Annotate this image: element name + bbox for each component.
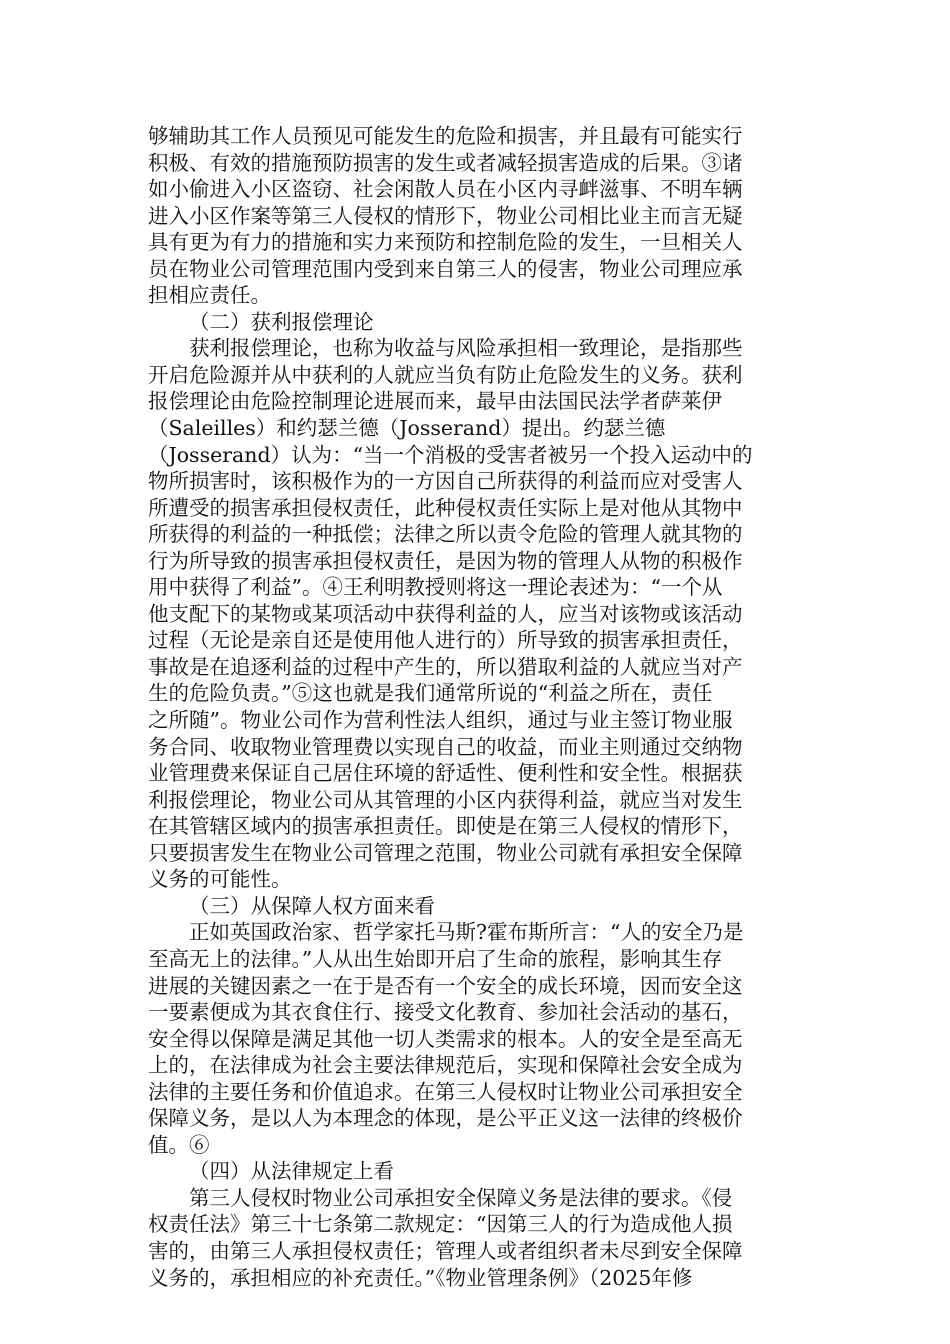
- paragraph-line: 积极、有效的措施预防损害的发生或者减轻损害造成的后果。③诸: [148, 150, 743, 175]
- paragraph-line: 他支配下的某物或某项活动中获得利益的人，应当对该物或该活动: [148, 601, 743, 626]
- paragraph-line: 之所随”。物业公司作为营利性法人组织，通过与业主签订物业服: [148, 708, 733, 733]
- paragraph-line: 过程（无论是亲自还是使用他人进行的）所导致的损害承担责任，: [148, 628, 743, 653]
- paragraph-line: 权责任法》第三十七条第二款规定：“因第三人的行为造成他人损: [148, 1212, 733, 1237]
- paragraph-line: 开启危险源并从中获利的人就应当负有防止危险发生的义务。获利: [148, 362, 743, 387]
- paragraph-line: 物所损害时，该积极作为的一方因自己所获得的利益而应对受害人: [148, 469, 743, 494]
- paragraph-line: 在其管辖区域内的损害承担责任。即使是在第三人侵权的情形下，: [148, 814, 743, 839]
- paragraph-line: 用中获得了利益”。④王利明教授则将这一理论表述为：“一个从: [148, 575, 723, 600]
- paragraph-line: 上的，在法律成为社会主要法律规范后，实现和保障社会安全成为: [148, 1053, 743, 1078]
- paragraph-line: 务合同、收取物业管理费以实现自己的收益，而业主则通过交纳物: [148, 734, 743, 759]
- paragraph-line: 值。⑥: [148, 1132, 210, 1157]
- paragraph-line: 报偿理论由危险控制理论进展而来，最早由法国民法学者萨莱伊: [148, 389, 722, 414]
- paragraph-line: 进入小区作案等第三人侵权的情形下，物业公司相比业主而言无疑: [148, 203, 743, 228]
- section-subheading: （三）从保障人权方面来看: [189, 893, 435, 918]
- paragraph-line: 进展的关键因素之一在于是否有一个安全的成长环境，因而安全这: [148, 973, 743, 998]
- paragraph-line: 一要素便成为其衣食住行、接受文化教育、参加社会活动的基石，: [148, 1000, 743, 1025]
- section-subheading: （四）从法律规定上看: [189, 1159, 394, 1184]
- paragraph-first-line: 获利报偿理论，也称为收益与风险承担相一致理论，是指那些: [189, 336, 743, 361]
- paragraph-line: （Saleilles）和约瑟兰德（Josserand）提出。约瑟兰德: [148, 416, 666, 441]
- paragraph-line: 事故是在追逐利益的过程中产生的，所以猎取利益的人就应当对产: [148, 654, 743, 679]
- paragraph-line: 利报偿理论，物业公司从其管理的小区内获得利益，就应当对发生: [148, 787, 743, 812]
- paragraph-line: 所遭受的损害承担侵权责任，此种侵权责任实际上是对他从其物中: [148, 495, 743, 520]
- paragraph-first-line: 第三人侵权时物业公司承担安全保障义务是法律的要求。《侵: [189, 1185, 733, 1210]
- paragraph-line: 够辅助其工作人员预见可能发生的危险和损害，并且最有可能实行: [148, 124, 743, 148]
- document-body: [148, 123, 808, 1291]
- paragraph-line: 义务的，承担相应的补充责任。”《物业管理条例》（2025年修: [148, 1265, 693, 1290]
- paragraph-line: 只要损害发生在物业公司管理之范围，物业公司就有承担安全保障: [148, 840, 743, 865]
- paragraph-line: 所获得的利益的一种抵偿；法律之所以责令危险的管理人就其物的: [148, 522, 743, 547]
- paragraph-line: 至高无上的法律。”人从出生始即开启了生命的旅程，影响其生存: [148, 946, 723, 971]
- paragraph-line: 安全得以保障是满足其他一切人类需求的根本。人的安全是至高无: [148, 1026, 743, 1051]
- paragraph-line: 生的危险负责。”⑤这也就是我们通常所说的“利益之所在，责任: [148, 681, 713, 706]
- paragraph-first-line: 正如英国政治家、哲学家托马斯?霍布斯所言：“人的安全乃是: [189, 920, 744, 945]
- paragraph-line: （Josserand）认为：“当一个消极的受害者被另一个投入运动中的: [148, 442, 753, 467]
- section-subheading: （二）获利报偿理论: [189, 309, 374, 334]
- paragraph-line: 具有更为有力的措施和实力来预防和控制危险的发生，一旦相关人: [148, 230, 743, 255]
- paragraph-line: 行为所导致的损害承担侵权责任，是因为物的管理人从物的积极作: [148, 548, 743, 573]
- paragraph-line: 义务的可能性。: [148, 867, 292, 892]
- paragraph-line: 害的，由第三人承担侵权责任；管理人或者组织者未尽到安全保障: [148, 1238, 743, 1263]
- paragraph-line: 业管理费来保证自己居住环境的舒适性、便利性和安全性。根据获: [148, 761, 743, 786]
- paragraph-line: 如小偷进入小区盗窃、社会闲散人员在小区内寻衅滋事、不明车辆: [148, 177, 743, 202]
- paragraph-line: 保障义务，是以人为本理念的体现，是公平正义这一法律的终极价: [148, 1106, 743, 1131]
- paragraph-line: 员在物业公司管理范围内受到来自第三人的侵害，物业公司理应承: [148, 256, 743, 281]
- paragraph-line: 法律的主要任务和价值追求。在第三人侵权时让物业公司承担安全: [148, 1079, 743, 1104]
- paragraph-line: 担相应责任。: [148, 283, 271, 308]
